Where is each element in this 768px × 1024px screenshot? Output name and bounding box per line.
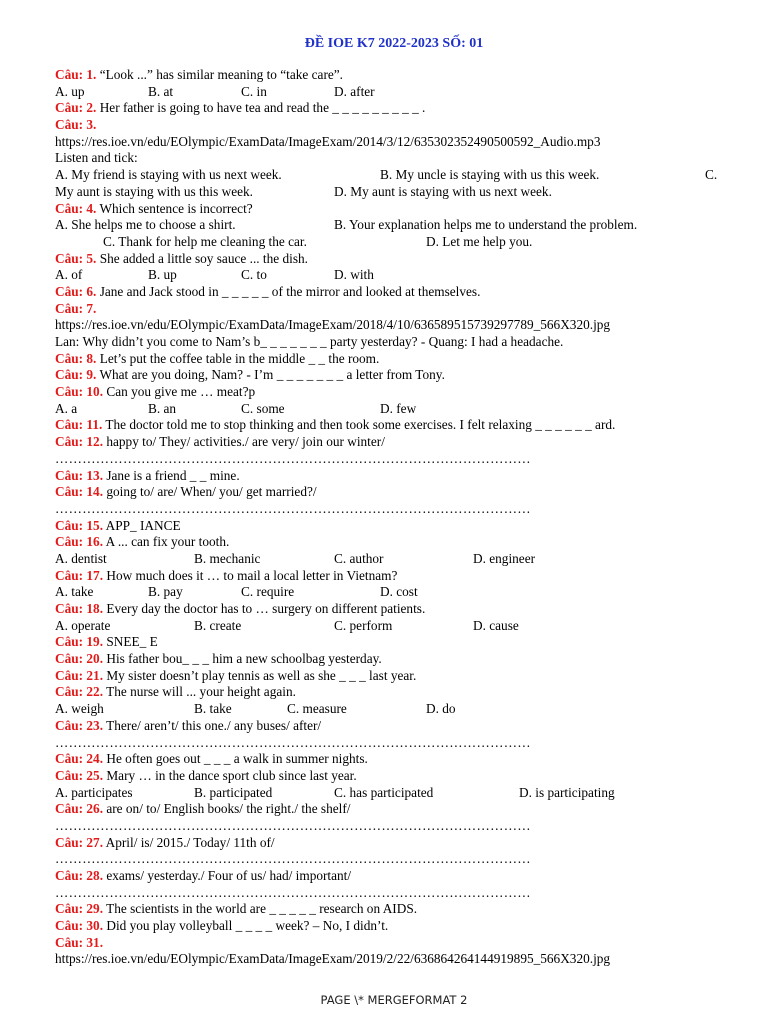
- question-text: How much does it … to mail a local letter in Vietnam?: [103, 567, 398, 583]
- question-label: Câu: 8.: [55, 350, 97, 366]
- question-2: [55, 100, 720, 117]
- option-b: B. participated: [194, 784, 273, 800]
- option-b: B. at: [148, 83, 174, 99]
- question-label: Câu: 22.: [55, 684, 104, 700]
- option-c: C. has participated: [334, 784, 434, 800]
- question-label: Câu: 1.: [55, 67, 97, 82]
- option-a: A. dentist: [55, 550, 107, 566]
- question-label: Câu: 25.: [55, 767, 104, 783]
- question-17: [55, 568, 720, 585]
- answer-line: ……………………………………………………………………………………………: [55, 450, 531, 466]
- option-b: B. take: [194, 701, 232, 717]
- option-a: A. take: [55, 584, 94, 600]
- option-c: C. Thank for help me cleaning the car.: [103, 233, 307, 249]
- question-3: [55, 117, 720, 134]
- options-row: [55, 401, 720, 418]
- question-30: [55, 918, 720, 935]
- options-row: [55, 217, 720, 234]
- question-text: Did you play volleyball _ _ _ _ week? – No, I didn’t.: [103, 918, 389, 934]
- question-text: A ... can fix your tooth.: [103, 534, 230, 550]
- option-c: C. measure: [287, 701, 347, 717]
- question-28: [55, 868, 720, 885]
- question-text: Every day the doctor has to … surgery on different patients.: [103, 601, 426, 616]
- question-label: Câu: 30.: [55, 918, 104, 934]
- question-text: Jane and Jack stood in _ _ _ _ _ of the mirror and looked at themselves.: [96, 283, 481, 299]
- answer-line: ……………………………………………………………………………………………: [55, 734, 531, 750]
- question-20: [55, 651, 720, 668]
- question-27: [55, 835, 720, 852]
- question-label: Câu: 15.: [55, 517, 104, 533]
- question-list: [55, 67, 720, 968]
- option-a: A. operate: [55, 617, 111, 633]
- question-text: happy to/ They/ activities./ are very/ join our winter/: [103, 434, 385, 450]
- question-label: Câu: 9.: [55, 367, 97, 383]
- question-29: [55, 901, 720, 918]
- option-c: C. in: [241, 83, 267, 99]
- question-label: Câu: 18.: [55, 601, 104, 616]
- question-24: [55, 751, 720, 768]
- option-a: A. a: [55, 400, 78, 416]
- question-text: Mary … in the dance sport club since last year.: [103, 767, 357, 783]
- question-text: exams/ yesterday./ Four of us/ had/ important/: [103, 868, 352, 883]
- option-a: A. of: [55, 267, 83, 283]
- question-label: Câu: 10.: [55, 384, 104, 400]
- option-b: B. mechanic: [194, 550, 261, 566]
- question-25: [55, 768, 720, 785]
- answer-line: ……………………………………………………………………………………………: [55, 817, 531, 833]
- option-d: D. is participating: [519, 784, 615, 800]
- option-a: A. participates: [55, 784, 133, 800]
- question-text: Her father is going to have tea and read the _ _ _ _ _ _ _ _ _ .: [96, 100, 426, 116]
- options-row: [55, 701, 720, 718]
- option-d: D. engineer: [473, 550, 536, 566]
- question-label: Câu: 12.: [55, 434, 104, 450]
- option-a: A. My friend is staying with us next week.: [55, 167, 282, 183]
- question-label: Câu: 14.: [55, 484, 104, 500]
- option-d: D. cause: [473, 617, 519, 633]
- question-14: [55, 484, 720, 501]
- question-15: [55, 518, 720, 535]
- options-row: [55, 551, 720, 568]
- option-a: A. up: [55, 83, 85, 99]
- question-label: Câu: 5.: [55, 250, 97, 266]
- options-row: [55, 785, 720, 802]
- media-url: https://res.ioe.vn/edu/EOlympic/ExamData/ImageExam/2014/3/12/635302352490500592_Audio.mp3: [55, 133, 601, 149]
- option-d: D. with: [334, 267, 374, 283]
- question-label: Câu: 4.: [55, 200, 97, 216]
- question-label: Câu: 31.: [55, 934, 104, 950]
- question-text: Let’s put the coffee table in the middle _ _ the room.: [96, 350, 380, 366]
- option-b: B. create: [194, 617, 242, 633]
- option-c: C. require: [241, 584, 295, 600]
- question-text: “Look ...” has similar meaning to “take care”.: [96, 67, 344, 82]
- option-d: D. do: [426, 701, 456, 717]
- question-label: Câu: 29.: [55, 901, 104, 917]
- option-c: C. author: [334, 550, 384, 566]
- question-4: [55, 201, 720, 218]
- question-text: The nurse will ... your height again.: [103, 684, 296, 700]
- question-label: Câu: 17.: [55, 567, 104, 583]
- question-text: What are you doing, Nam? - I’m _ _ _ _ _ _ _ a letter from Tony.: [96, 367, 445, 383]
- question-13: [55, 468, 720, 485]
- question-23: [55, 718, 720, 735]
- question-label: Câu: 16.: [55, 534, 104, 550]
- question-label: Câu: 27.: [55, 834, 104, 850]
- question-text: Lan: Why didn’t you come to Nam’s b_ _ _ _ _ _ _ party yesterday? - Quang: I had a headache.: [55, 334, 564, 349]
- answer-line: ……………………………………………………………………………………………: [55, 884, 531, 900]
- option-b: B. up: [148, 267, 177, 283]
- question-8: [55, 351, 720, 368]
- options-row: [55, 234, 720, 251]
- options-row: [55, 267, 720, 284]
- page-footer: PAGE \* MERGEFORMAT 2: [320, 993, 468, 1007]
- question-label: Câu: 28.: [55, 868, 104, 883]
- question-text: April/ is/ 2015./ Today/ 11th of/: [103, 834, 275, 850]
- question-text: Listen and tick:: [55, 150, 138, 166]
- question-label: Câu: 11.: [55, 417, 103, 433]
- question-26: [55, 801, 720, 818]
- option-a: A. weigh: [55, 701, 104, 717]
- question-label: Câu: 19.: [55, 634, 104, 650]
- media-url: https://res.ioe.vn/edu/EOlympic/ExamData/ImageExam/2019/2/22/636864264144919895_566X320.jpg: [55, 951, 611, 967]
- question-text: Which sentence is incorrect?: [96, 200, 253, 216]
- question-label: Câu: 7.: [55, 300, 97, 316]
- question-label: Câu: 20.: [55, 651, 104, 667]
- question-text: APP_ IANCE: [103, 517, 181, 533]
- option-b: B. Your explanation helps me to understand the problem.: [334, 217, 638, 233]
- answer-line: ……………………………………………………………………………………………: [55, 500, 531, 516]
- question-7: [55, 301, 720, 318]
- options-row: [55, 618, 720, 635]
- question-6: [55, 284, 720, 301]
- option-b: B. an: [148, 400, 177, 416]
- question-19: [55, 634, 720, 651]
- question-text: He often goes out _ _ _ a walk in summer nights.: [103, 751, 368, 767]
- question-22: [55, 684, 720, 701]
- question-label: Câu: 23.: [55, 717, 104, 733]
- question-text: His father bou_ _ _ him a new schoolbag yesterday.: [103, 651, 382, 667]
- question-text: The doctor told me to stop thinking and then took some exercises. I felt relaxing _ _ _ _ _ _ ard.: [102, 417, 616, 433]
- question-text: going to/ are/ When/ you/ get married?/: [103, 484, 317, 500]
- question-text: The scientists in the world are _ _ _ _ _ research on AIDS.: [103, 901, 418, 917]
- question-text: Jane is a friend _ _ mine.: [103, 467, 240, 483]
- question-16: [55, 534, 720, 551]
- question-label: Câu: 2.: [55, 100, 97, 116]
- question-label: Câu: 26.: [55, 801, 104, 817]
- media-url: https://res.ioe.vn/edu/EOlympic/ExamData/ImageExam/2018/4/10/636589515739297789_566X320.jpg: [55, 317, 611, 333]
- option-d: D. Let me help you.: [426, 233, 533, 249]
- option-b: B. pay: [148, 584, 183, 600]
- question-label: Câu: 3.: [55, 117, 97, 133]
- option-d: D. My aunt is staying with us next week.: [334, 183, 552, 199]
- answer-line: ……………………………………………………………………………………………: [55, 851, 531, 867]
- question-text: She added a little soy sauce ... the dish.: [96, 250, 308, 266]
- question-11: [55, 417, 720, 434]
- question-label: Câu: 24.: [55, 751, 104, 767]
- question-text: There/ aren’t/ this one./ any buses/ after/: [103, 717, 322, 733]
- question-12: [55, 434, 720, 451]
- question-31: [55, 935, 720, 952]
- option-c: C. perform: [334, 617, 393, 633]
- option-d: D. after: [334, 83, 375, 99]
- question-text: My sister doesn’t play tennis as well as she _ _ _ last year.: [103, 667, 417, 683]
- question-5: [55, 251, 720, 268]
- question-10: [55, 384, 720, 401]
- question-18: [55, 601, 720, 618]
- question-label: Câu: 21.: [55, 667, 104, 683]
- options-row: [55, 584, 720, 601]
- question-9: [55, 367, 720, 384]
- option-c: C. to: [241, 267, 267, 283]
- option-c-label: C.: [705, 167, 718, 183]
- option-c: My aunt is staying with us this week.: [55, 183, 253, 199]
- question-text: are on/ to/ English books/ the right./ the shelf/: [103, 801, 351, 817]
- options-row: [55, 167, 720, 184]
- option-a: A. She helps me to choose a shirt.: [55, 217, 236, 233]
- page-title: ĐỀ IOE K7 2022-2023 SỐ: 01: [304, 36, 484, 51]
- options-row: [55, 84, 720, 101]
- question-label: Câu: 13.: [55, 467, 104, 483]
- question-label: Câu: 6.: [55, 283, 97, 299]
- question-text: Can you give me … meat?p: [103, 384, 256, 400]
- question-21: [55, 668, 720, 685]
- question-1: [55, 67, 720, 84]
- option-d: D. cost: [380, 584, 418, 600]
- question-text: SNEE_ E: [103, 634, 158, 650]
- options-row: [55, 184, 720, 201]
- option-b: B. My uncle is staying with us this week.: [380, 167, 600, 183]
- option-c: C. some: [241, 400, 285, 416]
- option-d: D. few: [380, 400, 417, 416]
